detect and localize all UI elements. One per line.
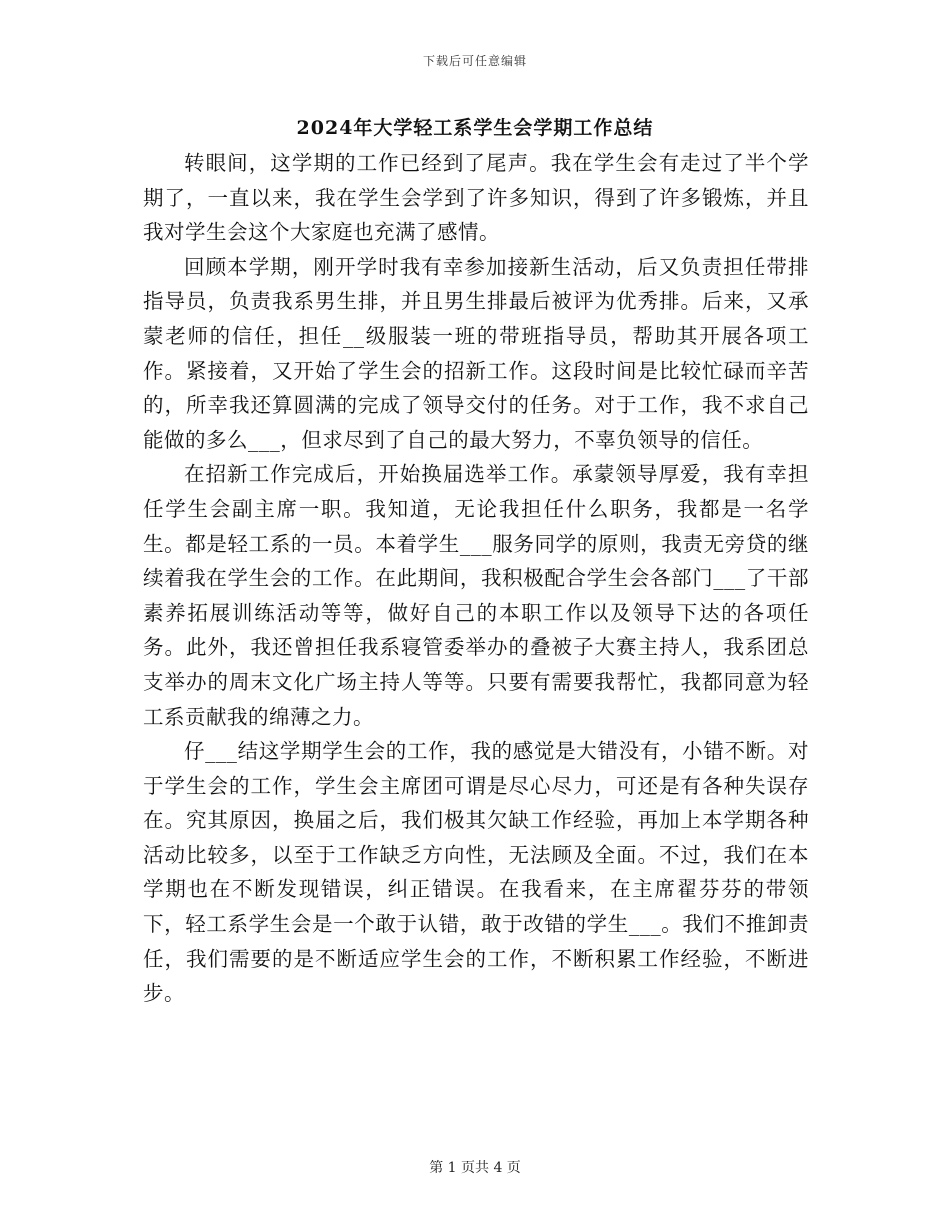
page-number: 第 1 页共 4 页 <box>429 1160 521 1176</box>
document-body <box>143 146 809 1011</box>
document-title: 2024年大学轻工系学生会学期工作总结 <box>296 117 654 139</box>
page-header: 下载后可任意编辑 <box>422 54 527 68</box>
paragraph-2: 回顾本学期，刚开学时我有幸参加接新生活动，后又负责担任带排指导员，负责我系男生排，并且男生排最后被评为优秀排。后来，又承蒙老师的信任，担任__级服装一班的带班指导员，帮助其开展各项工作。紧接着，又开始了学生会的招新工作。这段时间是比较忙碌而辛苦的，所幸我还算圆满的完成了领导交付的任务。对于工作，我不求自己能做的多么___，但求尽到了自己的最大努力，不辜负领导的信任。 <box>143 254 809 452</box>
paragraph-1: 转眼间，这学期的工作已经到了尾声。我在学生会有走过了半个学期了，一直以来，我在学生会学到了许多知识，得到了许多锻炼，并且我对学生会这个大家庭也充满了感情。 <box>143 151 809 245</box>
paragraph-3: 在招新工作完成后，开始换届选举工作。承蒙领导厚爱，我有幸担任学生会副主席一职。我知道，无论我担任什么职务，我都是一名学生。都是轻工系的一员。本着学生___服务同学的原则，我责无旁贷的继续着我在学生会的工作。在此期间，我积极配合学生会各部门___了干部素养拓展训练活动等等，做好自己的本职工作以及领导下达的各项任务。此外，我还曾担任我系寝管委举办的叠被子大赛主持人，我系团总支举办的周末文化广场主持人等等。只要有需要我帮忙，我都同意为轻工系贡献我的绵薄之力。 <box>143 462 809 729</box>
paragraph-4: 仔___结这学期学生会的工作，我的感觉是大错没有，小错不断。对于学生会的工作，学生会主席团可谓是尽心尽力，可还是有各种失误存在。究其原因，换届之后，我们极其欠缺工作经验，再加上本学期各种活动比较多，以至于工作缺乏方向性，无法顾及全面。不过，我们在本学期也在不断发现错误，纠正错误。在我看来，在主席翟芬芬的带领下，轻工系学生会是一个敢于认错，敢于改错的学生___。我们不推卸责任，我们需要的是不断适应学生会的工作，不断积累工作经验，不断进步。 <box>143 739 809 1006</box>
